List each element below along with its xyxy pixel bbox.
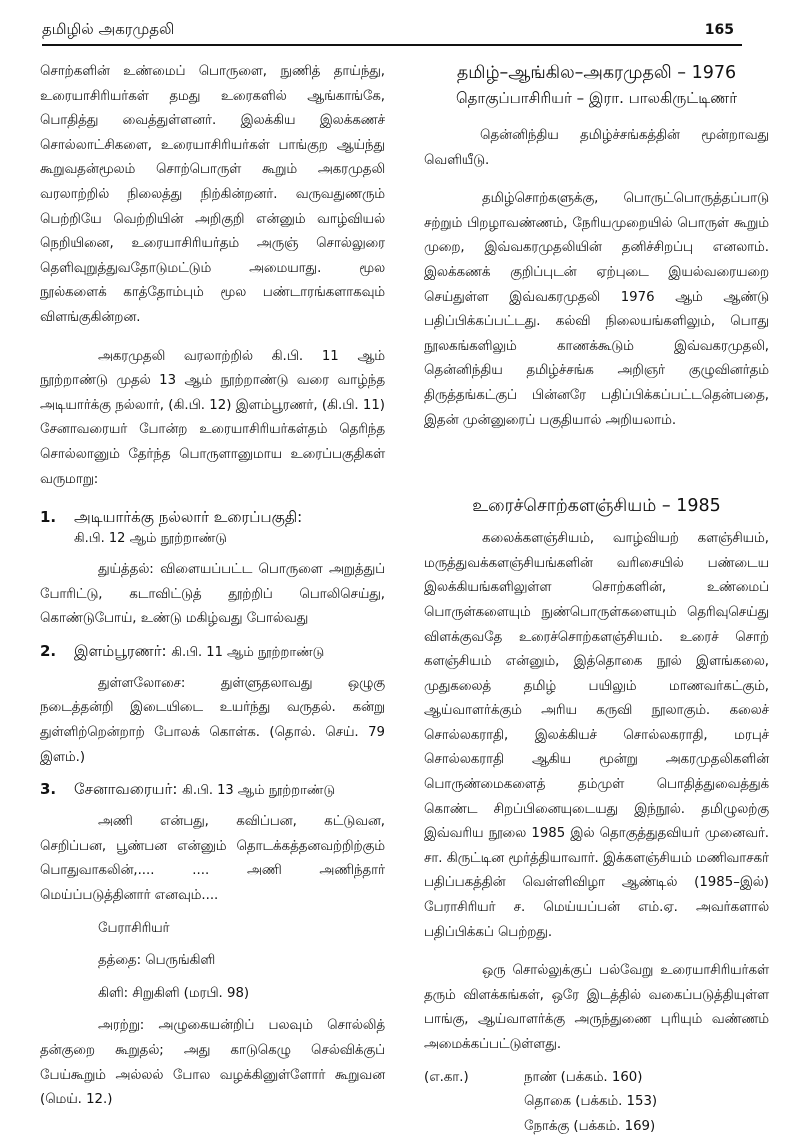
list-item-2 [40, 640, 385, 664]
example-row [424, 1115, 769, 1139]
right-column [424, 60, 769, 1139]
item-3-line: பேராசிரியர் [98, 920, 170, 936]
section-title: தமிழ்–ஆங்கில–அகரமுதலி – 1976 [456, 63, 737, 83]
example-row [424, 1090, 769, 1115]
list-item-1 [40, 506, 385, 550]
section2-para2: ஒரு சொல்லுக்குப் பல்வேறு உரையாசிரியர்கள் தரும் விளக்கங்கள், ஒரே இடத்தில் வகைப்படுத்தியுள்ள பாங்கு, ஆய்வாளர்க்கு அருந்துணை புரியும் வண்ணம் அமைக்கப்பட்டுள்ளது. [424, 963, 769, 1052]
item-3-line: தத்தை: பெருங்கிளி [98, 953, 216, 969]
section1-para1: தென்னிந்திய தமிழ்ச்சங்கத்தின் மூன்றாவது வெளியீடு. [424, 128, 769, 168]
item-period: கி.பி. 13 ஆம் நூற்றாண்டு [182, 783, 336, 799]
example-item: நோக்கு (பக்கம். 169) [524, 1118, 656, 1134]
item-period: கி.பி. 11 ஆம் நூற்றாண்டு [171, 644, 325, 660]
intro-paragraph: சொற்களின் உண்மைப் பொருளை, நுணித் தாய்ந்து, உரையாசிரியர்கள் தமது உரைகளில் ஆங்காங்கே, பொதித்து வைத்துள்ளனர். இலக்கிய இலக்கணச் சொல்லாட்சிகளை, உரையாசிரியர்கள் பாங்குற ஆய்ந்து கூறுவதன்மூலம் சொற்பொருள் கூறும் அகரமுதலி வரலாற்றில் நிலைத்து நிற்கின்றனர். வருவதுணரும் பெற்றியே வெற்றியின் அறிகுறி என்னும் வாழ்வியல் நெறியினை, உரையாசிரியர்தம் அருஞ் சொல்லுரை தெளிவுறுத்துவதோடுமட்டும் அமையாது. மூல நூல்களைக் காத்தோம்பும் மூல பண்டாரங்களாகவும் விளங்குகின்றன. [40, 64, 385, 325]
example-item: தொகை (பக்கம். 153) [524, 1094, 658, 1110]
item-1-text: துய்த்தல்: விளையப்பட்ட பொருளை அறுத்துப் போரிட்டு, கடாவிட்டுத் தூற்றிப் பொலிசெய்து, கொண்டுபோய், உண்டு மகிழ்வது போல்வது [40, 562, 385, 627]
running-header [42, 14, 742, 46]
example-label: (எ.கா.) [424, 1069, 469, 1085]
list-item-3 [40, 778, 385, 802]
left-column [40, 60, 385, 1113]
item-heading: அடியார்க்கு நல்லார் உரைப்பகுதி: [74, 508, 303, 527]
section-title: உரைச்சொற்களஞ்சியம் – 1985 [472, 496, 721, 517]
item-number: 3. [40, 780, 57, 799]
running-head-title: தமிழில் அகரமுதலி [42, 20, 175, 38]
item-3-final: அரற்று: அழுகையன்றிப் பலவும் சொல்லித் தன்குறை கூறுதல்; அது காடுகெழு செல்விக்குப் பேய்கூறும் அல்லல் போல வழக்கினுள்ளோர் கூறுவன (மெய். 12.) [40, 1018, 385, 1108]
item-heading: சேனாவரையர்: [74, 780, 178, 799]
section-subtitle: தொகுப்பாசிரியர் – இரா. பாலகிருட்டிணர் [455, 89, 738, 107]
example-row [424, 1066, 769, 1091]
item-2-text: துள்ளலோசை: துள்ளுதலாவது ஒழுகு நடைத்தன்றி இடையிடை உயர்ந்து வருதல். கன்று துள்ளிற்றென்றாற் போலக் கொள்க. (தொல். செய். 79 இளம்.) [40, 675, 385, 765]
item-heading: இளம்பூரணர்: [74, 641, 167, 660]
history-paragraph: அகரமுதலி வரலாற்றில் கி.பி. 11 ஆம் நூற்றாண்டு முதல் 13 ஆம் நூற்றாண்டு வரை வாழ்ந்த அடியார்க்கு நல்லார், (கி.பி. 12) இளம்பூரணர், (கி.பி. 11) சேனாவரையர் போன்ற உரையாசிரியர்கள்தம் தெரிந்த சொல்லானும் தேர்ந்த பொருளானுமாய உரைப்பகுதிகள் வருமாறு: [40, 348, 385, 487]
page-number: 165 [704, 22, 734, 38]
item-number: 2. [40, 641, 57, 660]
item-number: 1. [40, 508, 57, 527]
item-3-text: அணி என்பது, கவிப்பன, கட்டுவன, செறிப்பன, பூண்பன என்னும் தொடக்கத்தனவற்றிற்கும் பொதுவாகலின்,.... .... அணி அணிந்தார் மெய்ப்படுத்தினார் எனவும்.... [40, 814, 385, 904]
section1-para2: தமிழ்சொற்களுக்கு, பொருட்பொருத்தப்பாடு சற்றும் பிறழாவண்ணம், நேரியமுறையில் பொருள் கூறும் முறை, இவ்வகரமுதலியின் தனிச்சிறப்பு எனலாம். இலக்கணக் குறிப்புடன் ஏற்புடை இயல்வரையறை செய்துள்ள இவ்வகரமுதலி 1976 ஆம் ஆண்டு பதிப்பிக்கப்பட்டது. கல்வி நிலையங்களிலும், பொது நூலகங்களிலும் காணக்கூடும் இவ்வகரமுதலி, தென்னிந்திய தமிழ்ச்சங்க அறிஞர் குழுவினர்தம் திருத்தங்கட்குப் பின்னரே பதிப்பிக்கப்பட்டதென்பதை, இதன் முன்னுரைப் பகுதியால் அறியலாம். [424, 191, 769, 428]
item-period: கி.பி. 12 ஆம் நூற்றாண்டு [74, 531, 227, 547]
section2-para1: கலைக்களஞ்சியம், வாழ்வியற் களஞ்சியம், மருத்துவக்களஞ்சியங்களின் வரிசையில் பண்டைய இலக்கியங்களிலுள்ள சொற்களின், உண்மைப் பொருள்களையும் நுண்பொருள்களையும் தெரிவுசெய்து விளக்குவதே உரைச்சொற்களஞ்சியம். உரைச் சொற் களஞ்சியம் என்னும், இத்தொகை நூல் இளங்கலை, முதுகலைத் தமிழ் பயிலும் மாணவர்கட்கும், ஆய்வாளர்க்கும் அரிய கருவி நூலாகும். கலைச் சொல்லகராதி, இலக்கியச் சொல்லகராதி, மரபுச் சொல்லகராதி ஆகிய மூன்று அகரமுதலிகளின் பொருண்மைகளைத் தம்முள் பொதித்துவைத்துக் கொண்ட சிறப்பினையுடையது இந்நூல். தமிழுலற்கு இவ்வரிய நூலை 1985 இல் தொகுத்துதவியர் முனைவர். சா. கிருட்டின மூர்த்தியாவார். இக்களஞ்சியம் மணிவாசகர் பதிப்பகத்தின் வெள்ளிவிழா ஆண்டில் (1985–இல்) பேராசிரியர் ச. மெய்யப்பன் எம்.ஏ. அவர்களால் பதிப்பிக்கப் பெற்றது. [424, 531, 769, 940]
example-item: நாண் (பக்கம். 160) [524, 1069, 643, 1085]
item-3-line: கிளி: சிறுகிளி (மரபி. 98) [98, 985, 250, 1001]
